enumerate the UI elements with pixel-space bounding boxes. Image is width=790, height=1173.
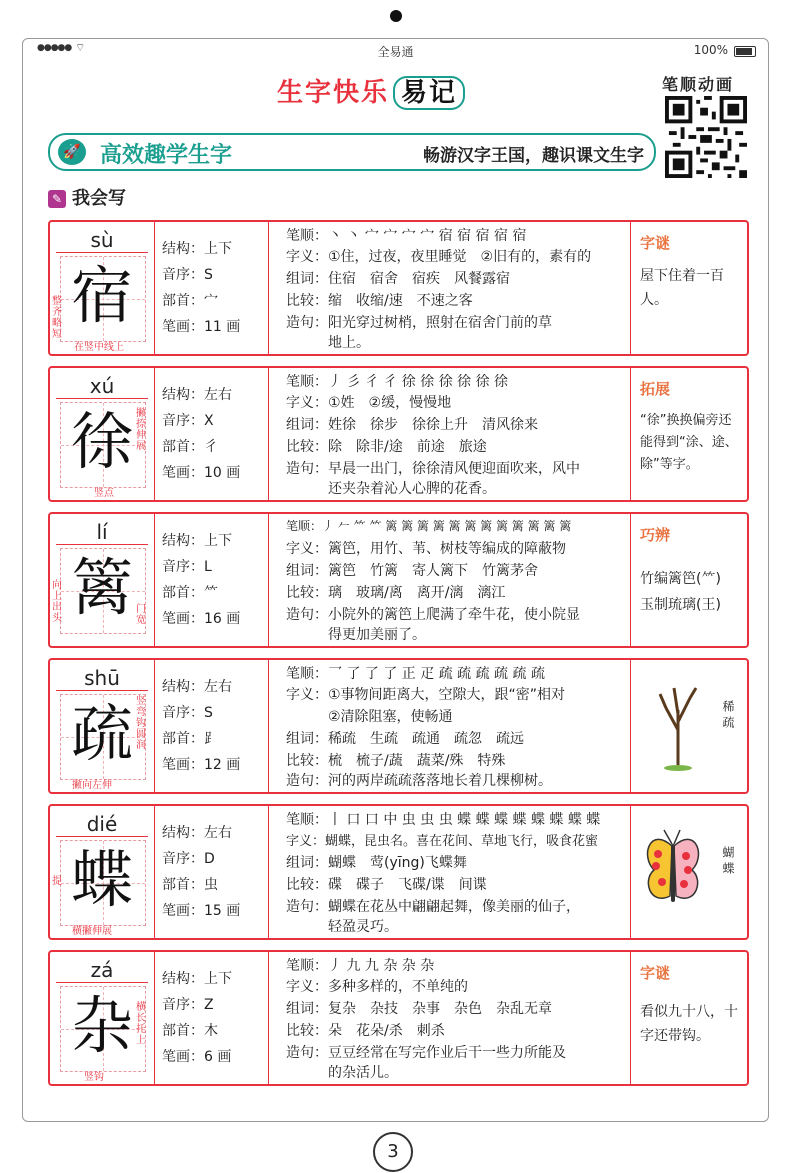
character-card-shu xyxy=(48,658,749,794)
sound-order: 音序：Z xyxy=(162,997,214,1013)
structure: 结构：左右 xyxy=(162,679,232,695)
detail-line: 造句：早晨一出门，徐徐清风便迎面吹来，风中 xyxy=(286,461,580,477)
illustration-label: 蝴蝶 xyxy=(721,846,735,878)
app-name: 全易通 xyxy=(377,45,414,59)
character-card-li xyxy=(48,512,749,648)
detail-line: 造句：小院外的篱笆上爬满了牵牛花，使小院显 xyxy=(286,607,580,623)
character-column xyxy=(50,660,155,792)
detail-line: 组词：复杂 杂技 杂事 杂色 杂乱无章 xyxy=(286,1001,552,1017)
detail-column xyxy=(270,222,631,354)
detail-column xyxy=(270,806,631,938)
character-card-za xyxy=(48,950,749,1086)
pen-icon: ✎ xyxy=(48,190,66,208)
sparse-tree-illustration xyxy=(654,680,702,772)
writing-hint: 横长托上 xyxy=(136,1002,146,1046)
detail-line: 组词：姓徐 徐步 徐徐上升 清风徐来 xyxy=(286,417,538,433)
butterfly-illustration xyxy=(640,826,706,918)
big-character: 疏 xyxy=(70,697,133,770)
pinyin-line xyxy=(56,252,148,253)
info-column xyxy=(156,368,269,500)
side-tag: 字谜 xyxy=(640,964,671,982)
character-card-die xyxy=(48,804,749,940)
structure: 结构：上下 xyxy=(162,971,232,987)
side-column xyxy=(632,368,745,500)
sound-order: 音序：S xyxy=(162,267,213,283)
section-title: 我会写 xyxy=(72,188,126,209)
character-column xyxy=(50,222,155,354)
writing-hint: 整齐略短 xyxy=(52,296,62,340)
detail-line: 组词：稀疏 生疏 疏通 疏忽 疏远 xyxy=(286,731,524,747)
detail-line: ②清除阻塞，使畅通 xyxy=(286,709,453,725)
radical: 部首：虫 xyxy=(162,877,218,893)
writing-hint: 在竖中线上 xyxy=(74,342,124,353)
pinyin: xú xyxy=(89,374,115,398)
stroke-order: 笔顺：丿 九 九 杂 杂 杂 xyxy=(286,958,435,974)
pinyin: zá xyxy=(90,958,114,982)
detail-line: 的杂活儿。 xyxy=(286,1065,398,1081)
writing-hint: 提 xyxy=(52,876,62,887)
writing-hint: 门宽 xyxy=(136,604,146,626)
stroke-count: 笔画：12 画 xyxy=(162,757,241,773)
character-column xyxy=(50,514,155,646)
character-column xyxy=(50,952,155,1084)
character-column xyxy=(50,368,155,500)
side-tag: 字谜 xyxy=(640,234,671,252)
detail-line: 字义：蝴蝶，昆虫名。喜在花间、草地飞行，吸食花蜜 xyxy=(286,834,599,849)
illustration-label: 稀疏 xyxy=(721,700,735,732)
battery-text: 100% xyxy=(693,43,728,57)
big-character: 蝶 xyxy=(70,843,133,916)
detail-line: 组词：篱笆 竹篱 寄人篱下 竹篱茅舍 xyxy=(286,563,538,579)
structure: 结构：上下 xyxy=(162,533,232,549)
character-column xyxy=(50,806,155,938)
pinyin-line xyxy=(56,398,148,399)
radical: 部首：⻊ xyxy=(162,731,218,747)
pinyin: sù xyxy=(90,228,114,252)
writing-hint: 向上出头 xyxy=(52,580,62,624)
status-bar xyxy=(23,39,768,61)
writing-hint: 撇捺伸展 xyxy=(136,408,146,452)
stroke-order: 笔顺：丨 口 口 中 虫 虫 虫 蝶 蝶 蝶 蝶 蝶 蝶 蝶 蝶 xyxy=(286,812,601,828)
detail-line: 造句：蝴蝶在花丛中翩翩起舞，像美丽的仙子， xyxy=(286,899,580,915)
page-number: 3 xyxy=(373,1132,413,1172)
detail-line: 比较：碟 碟子 飞碟/谍 间谍 xyxy=(286,877,487,893)
info-column xyxy=(156,660,269,792)
side-text: 竹编篱笆(⺮) 玉制琉璃(王) xyxy=(640,571,721,613)
detail-line: 造句：阳光穿过树梢，照射在宿舍门前的草 xyxy=(286,315,552,331)
radical: 部首：宀 xyxy=(162,293,218,309)
detail-line: 造句：河的两岸疏疏落落地长着几棵柳树。 xyxy=(286,773,552,789)
big-character: 篱 xyxy=(70,551,133,624)
pinyin: lí xyxy=(96,520,108,544)
detail-line: 组词：蝴蝶 莺(yīng)飞蝶舞 xyxy=(286,855,467,871)
stroke-count: 笔画：11 画 xyxy=(162,319,241,335)
writing-hint: 竖钩 xyxy=(84,1072,104,1083)
detail-line: 组词：住宿 宿舍 宿疾 风餐露宿 xyxy=(286,271,510,287)
detail-line: 比较：朵 花朵/杀 刺杀 xyxy=(286,1023,445,1039)
detail-column xyxy=(270,514,631,646)
detail-column xyxy=(270,660,631,792)
detail-line: 字义：篱笆，用竹、苇、树枝等编成的障蔽物 xyxy=(286,541,566,557)
detail-line: 比较：梳 梳子/蔬 蔬菜/殊 特殊 xyxy=(286,753,506,769)
detail-line: 比较：缩 收缩/速 不速之客 xyxy=(286,293,473,309)
sound-order: 音序：S xyxy=(162,705,213,721)
detail-line: 字义：①事物间距离大，空隙大，跟“密”相对 xyxy=(286,687,566,703)
sound-order: 音序：X xyxy=(162,413,214,429)
pinyin-line xyxy=(56,982,148,983)
side-tag: 拓展 xyxy=(640,380,671,398)
stroke-count: 笔画：16 画 xyxy=(162,611,241,627)
detail-line: 字义：①住，过夜，夜里睡觉 ②旧有的，素有的 xyxy=(286,249,592,265)
stroke-order: 笔顺：丿 𠂉 ⺮ ⺮ 篱 篱 篱 篱 篱 篱 篱 篱 篱 篱 篱 篱 xyxy=(286,519,572,533)
detail-line: 字义：多种多样的，不单纯的 xyxy=(286,979,468,995)
structure: 结构：上下 xyxy=(162,241,232,257)
section-heading xyxy=(48,184,126,210)
stroke-count: 笔画：10 画 xyxy=(162,465,241,481)
radical: 部首：木 xyxy=(162,1023,218,1039)
sound-order: 音序：L xyxy=(162,559,212,575)
detail-line: 字义：①姓 ②缓，慢慢地 xyxy=(286,395,452,411)
pinyin: dié xyxy=(86,812,118,836)
writing-hint: 竖弯钩圆润 xyxy=(136,696,146,751)
character-card-su xyxy=(48,220,749,356)
rocket-icon: 🚀 xyxy=(58,139,86,165)
character-card-xu xyxy=(48,366,749,502)
big-character: 宿 xyxy=(70,259,133,332)
radical: 部首：⺮ xyxy=(162,585,218,601)
stroke-order: 笔顺：丶 丶 宀 宀 宀 宀 宿 宿 宿 宿 宿 xyxy=(286,228,527,244)
writing-hint: 横撇伸展 xyxy=(72,926,112,937)
side-tag: 巧辨 xyxy=(640,526,671,544)
detail-line: 地上。 xyxy=(286,335,370,351)
stroke-order: 笔顺：乛 了 了 了 正 疋 疏 疏 疏 疏 疏 疏 xyxy=(286,666,545,682)
side-text: 屋下住着一百人。 xyxy=(640,268,724,308)
detail-line: 得更加美丽了。 xyxy=(286,627,426,643)
pinyin-line xyxy=(56,544,148,545)
stroke-count: 笔画：15 画 xyxy=(162,903,241,919)
pinyin: shū xyxy=(84,666,120,690)
pinyin-line xyxy=(56,690,148,691)
sound-order: 音序：D xyxy=(162,851,215,867)
side-column xyxy=(632,222,745,354)
detail-line: 造句：豆豆经常在写完作业后干一些力所能及 xyxy=(286,1045,566,1061)
info-column xyxy=(156,806,269,938)
camera-dot xyxy=(390,10,402,22)
banner xyxy=(48,133,656,171)
writing-hint: 撇向左伸 xyxy=(72,780,112,791)
side-column xyxy=(632,806,745,938)
side-text: 看似九十八，十字还带钩。 xyxy=(640,1004,738,1044)
wifi-icon: ⌔ xyxy=(75,41,86,54)
battery-icon xyxy=(734,46,756,57)
signal-icon: ●●●●● xyxy=(37,43,72,53)
banner-subtitle: 畅游汉字王国，趣识课文生字 xyxy=(423,146,644,166)
detail-line: 还夹杂着沁人心脾的花香。 xyxy=(286,481,496,497)
info-column xyxy=(156,514,269,646)
stroke-count: 笔画：6 画 xyxy=(162,1049,232,1065)
title-part1: 生字快乐 xyxy=(277,78,390,108)
banner-label: 高效趣学生字 xyxy=(100,143,233,168)
side-text: “徐”换换偏旁还能得到“涂、途、除”等字。 xyxy=(640,413,738,472)
side-column xyxy=(632,514,745,646)
big-character: 徐 xyxy=(70,405,133,478)
info-column xyxy=(156,952,269,1084)
side-column xyxy=(632,660,745,792)
qr-label: 笔顺动画 xyxy=(662,75,735,94)
side-column xyxy=(632,952,745,1084)
detail-line: 比较：璃 玻璃/离 离开/漓 漓江 xyxy=(286,585,506,601)
stroke-order: 笔顺：丿 彡 彳 彳 徐 徐 徐 徐 徐 徐 xyxy=(286,374,509,390)
qr-code-icon[interactable] xyxy=(664,96,748,178)
big-character: 杂 xyxy=(70,989,133,1062)
radical: 部首：彳 xyxy=(162,439,218,455)
detail-line: 比较：除 除非/途 前途 旅途 xyxy=(286,439,487,455)
page-title xyxy=(277,72,465,109)
structure: 结构：左右 xyxy=(162,387,232,403)
structure: 结构：左右 xyxy=(162,825,232,841)
detail-line: 轻盈灵巧。 xyxy=(286,919,398,935)
pinyin-line xyxy=(56,836,148,837)
title-part2: 易记 xyxy=(393,76,465,110)
writing-hint: 竖点 xyxy=(94,488,114,499)
detail-column xyxy=(270,368,631,500)
info-column xyxy=(156,222,269,354)
detail-column xyxy=(270,952,631,1084)
